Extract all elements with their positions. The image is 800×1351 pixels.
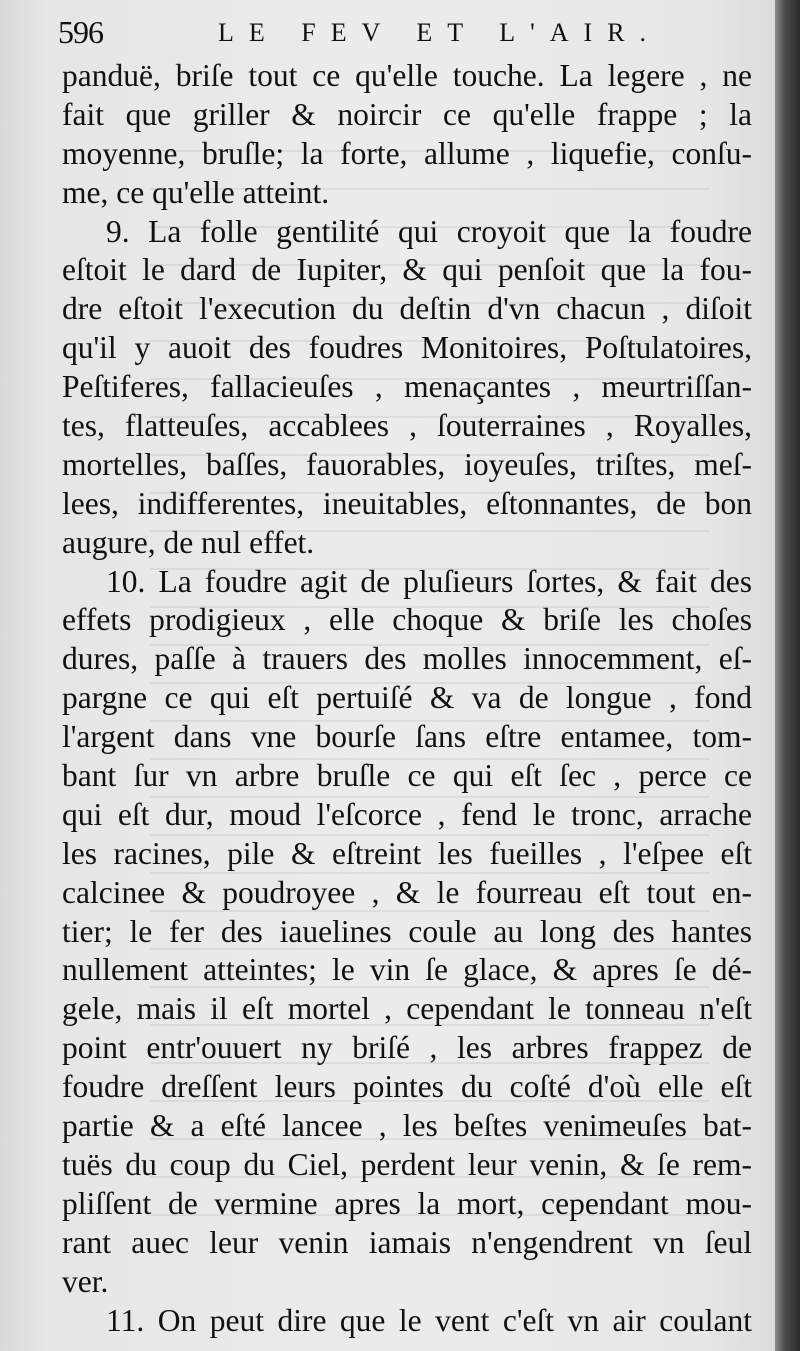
page-number: 596 xyxy=(58,14,103,50)
text-line: dures, paſſe à trauers des molles innocemment, eſ- xyxy=(62,641,752,677)
paragraph-9-start: 9. La folle gentilité qui croyoit que la foudre xyxy=(106,213,752,249)
body-text xyxy=(62,57,752,1340)
text-line: qu'il y auoit des foudres Monitoires, Poſtulatoires, xyxy=(62,330,752,366)
text-line: tuës du coup du Ciel, perdent leur venin, & ſe rem- xyxy=(62,1146,752,1182)
text-line: point entr'ouuert ny briſé , les arbres frappez de xyxy=(62,1030,752,1066)
text-line: lees, indifferentes, ineuitables, eſtonnantes, de bon xyxy=(62,485,752,521)
text-line: augure, de nul effet. xyxy=(62,524,315,560)
text-line: bant ſur vn arbre bruſle ce qui eſt ſec , perce ce xyxy=(62,758,752,794)
text-line: tier; le fer des iauelines coule au long des hantes xyxy=(62,913,752,949)
paragraph-10-start: 10. La foudre agit de pluſieurs ſortes, & fait des xyxy=(106,563,752,599)
text-line: l'argent dans vne bourſe ſans eſtre entamee, tom- xyxy=(62,719,752,755)
text-line: moyenne, bruſle; la forte, allume , liquefie, conſu- xyxy=(62,135,752,171)
text-line: panduë, briſe tout ce qu'elle touche. La legere , ne xyxy=(62,58,752,93)
paragraph-11-start: 11. On peut dire que le vent c'eſt vn air coulant xyxy=(106,1302,752,1338)
text-line: pargne ce qui eſt pertuiſé & va de longue , fond xyxy=(62,680,752,716)
text-line: les racines, pile & eſtreint les fueilles , l'eſpee eſt xyxy=(62,835,752,871)
text-line: dre eſtoit l'execution du deſtin d'vn chacun , diſoit xyxy=(62,291,752,327)
text-line: mortelles, baſſes, fauorables, ioyeuſes, triſtes, meſ- xyxy=(62,446,752,482)
page-edge-shadow xyxy=(775,0,800,1351)
text-line: partie & a eſté lancee , les beſtes venimeuſes bat- xyxy=(62,1108,752,1144)
text-line: fait que griller & noircir ce qu'elle frappe ; la xyxy=(62,96,752,132)
text-line: gele, mais il eſt mortel , cependant le tonneau n'eſt xyxy=(62,991,752,1027)
text-line: eſtoit le dard de Iupiter, & qui penſoit que la fou- xyxy=(62,252,752,288)
text-line: rant auec leur venin iamais n'engendrent vn ſeul xyxy=(62,1224,752,1260)
running-head: LE FEV ET L'AIR. xyxy=(218,18,662,47)
text-line: nullement atteintes; le vin ſe glace, & apres ſe dé- xyxy=(62,952,752,988)
text-line: pliſſent de vermine apres la mort, cependant mou- xyxy=(62,1185,752,1221)
text-line: foudre dreſſent leurs pointes du coſté d'où elle eſt xyxy=(62,1069,752,1105)
text-line: calcinee & poudroyee , & le fourreau eſt tout en- xyxy=(62,874,752,910)
text-line: tes, flatteuſes, accablees , ſouterraines , Royalles, xyxy=(62,408,752,444)
text-line: qui eſt dur, moud l'eſcorce , fend le tronc, arrache xyxy=(62,796,752,832)
text-line: me, ce qu'elle atteint. xyxy=(62,174,330,210)
text-line: effets prodigieux , elle choque & briſe les choſes xyxy=(62,602,752,638)
text-line: ver. xyxy=(62,1263,109,1299)
text-line: Peſtiferes, fallacieuſes , menaçantes , meurtriſſan- xyxy=(62,369,752,405)
page-header xyxy=(58,14,662,54)
